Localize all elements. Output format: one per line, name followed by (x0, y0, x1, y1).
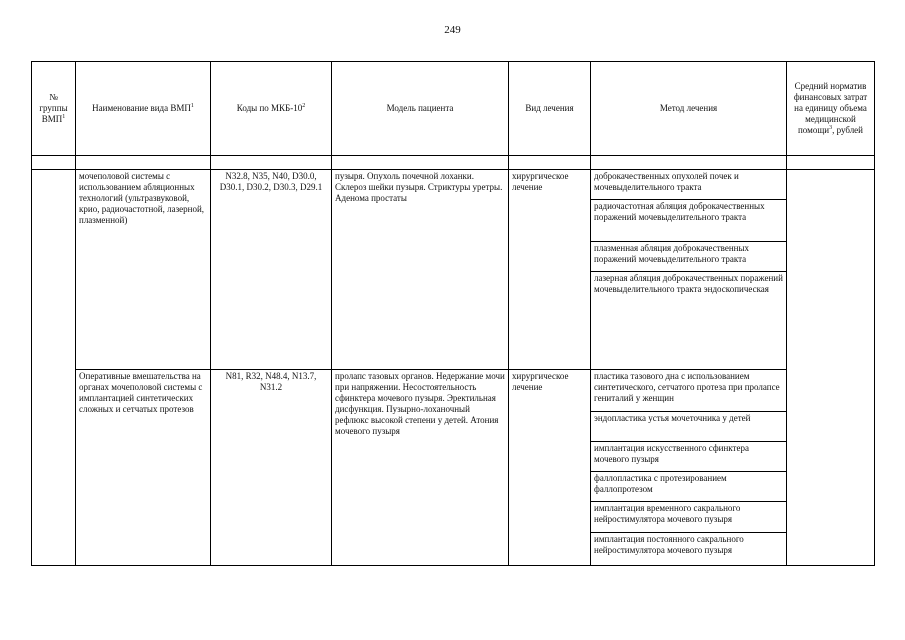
method-item: пластика тазового дна с использованием синтетического, сетчатого протеза при пролапсе гениталий у женщин (591, 370, 786, 412)
cost-norm-cell (787, 170, 875, 566)
spacer-row (32, 156, 875, 170)
table-row (32, 170, 875, 370)
method-item: фаллопластика с протезированием фаллопротезом (591, 472, 786, 502)
method-item: имплантация постоянного сакрального нейростимулятора мочевого пузыря (594, 534, 744, 555)
header-row (32, 62, 875, 156)
header-treatment-type: Вид лечения (509, 62, 591, 156)
mkb-codes-cell: N32.8, N35, N40, D30.0, D30.1, D30.2, D30.3, D29.1 (211, 170, 332, 370)
method-item: плазменная абляция доброкачественных поражений мочевыделительного тракта (591, 242, 786, 272)
header-cost-norm: Средний норматив финансовых затрат на единицу объема медицинской помощи$^3$, рублей (787, 62, 875, 156)
group-no-cell (32, 170, 76, 566)
vmp-name-cell: Оперативные вмешательства на органах мочеполовой системы с имплантацией синтетических сложных и сетчатых протезов (76, 370, 211, 566)
vmp-name-cell: мочеполовой системы с использованием абляционных технологий (ультразвуковой, крио, радиочастотной, лазерной, плазменной) (76, 170, 211, 370)
table-row (32, 370, 875, 566)
page-number: 249 (444, 24, 461, 36)
mkb-codes-cell: N81, R32, N48.4, N13.7, N31.2 (211, 370, 332, 566)
header-patient-model: Модель пациента (332, 62, 509, 156)
patient-model-cell: пролапс тазовых органов. Недержание мочи при напряжении. Несостоятельность сфинктера мочевого пузыря. Эректильная дисфункция. Пузырно-лоханочный рефлюкс высокой степени у детей. Атония мочевого пузыря (332, 370, 509, 566)
patient-model-cell: пузыря. Опухоль почечной лоханки. Склероз шейки пузыря. Стриктуры уретры. Аденома простаты (332, 170, 509, 370)
header-group-no: № группы ВМП$^1$ (32, 62, 76, 156)
method-item: радиочастотная абляция доброкачественных поражений мочевыделительного тракта (591, 200, 786, 242)
header-vmp-name: Наименование вида ВМП$^1$ (76, 62, 211, 156)
treatment-method-cell (591, 170, 787, 370)
method-item: эндопластика устья мочеточника у детей (591, 412, 786, 442)
method-item: лазерная абляция доброкачественных поражений мочевыделительного тракта эндоскопическая (594, 273, 783, 294)
header-mkb-codes: Коды по МКБ-$10^2$ (211, 62, 332, 156)
method-item: доброкачественных опухолей почек и мочевыделительного тракта (591, 170, 786, 200)
vmp-table (31, 61, 875, 566)
method-item: имплантация искусственного сфинктера мочевого пузыря (591, 442, 786, 472)
treatment-type-cell: хирургическое лечение (509, 370, 591, 566)
header-treatment-method: Метод лечения (591, 62, 787, 156)
treatment-type-cell: хирургическое лечение (509, 170, 591, 370)
method-item: имплантация временного сакрального нейростимулятора мочевого пузыря (591, 502, 786, 533)
treatment-method-cell (591, 370, 787, 566)
